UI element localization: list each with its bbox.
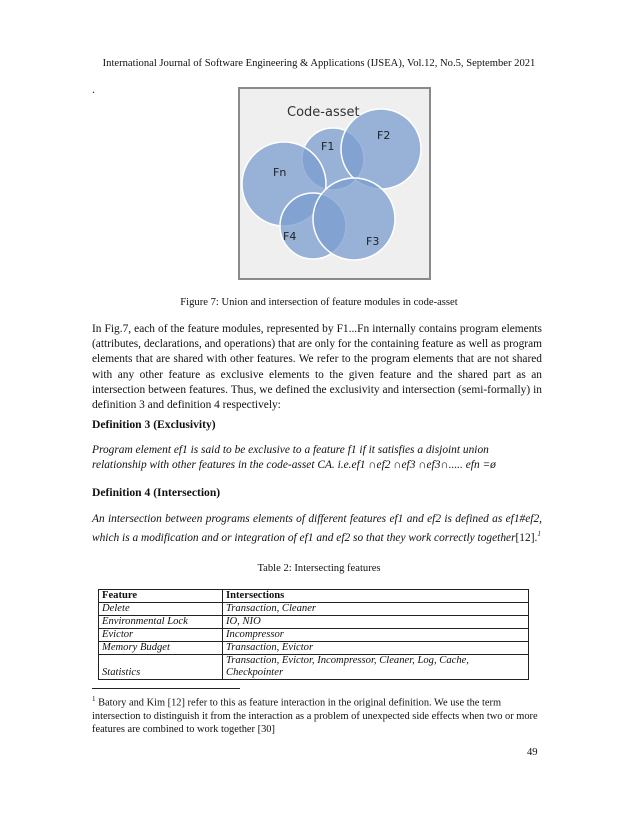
venn-figure — [238, 87, 431, 280]
definition-3-body: Program element ef1 is said to be exclusive to a feature f1 if it satisfies a disjoint union relationship with other features in the code-asset CA. i.e.ef1 ∩ef2 ∩ef3 ∩ef3∩..... efn =ø — [92, 444, 496, 472]
definition-4-citation: [12]. — [515, 532, 538, 545]
table-row — [99, 616, 529, 629]
label-f1: F1 — [321, 140, 335, 153]
figure-caption: Figure 7: Union and intersection of feature modules in code-asset — [180, 297, 458, 308]
journal-header: International Journal of Software Engineering & Applications (IJSEA), Vol.12, No.5, September 2021 — [102, 58, 536, 69]
definition-3-title: Definition 3 (Exclusivity) — [92, 418, 216, 431]
footnote — [92, 693, 544, 737]
table-header-row — [99, 590, 529, 603]
feature-cell: Memory Budget — [99, 642, 223, 655]
label-f2: F2 — [377, 129, 391, 142]
circle-f2 — [341, 109, 421, 189]
label-f4: F4 — [283, 230, 297, 243]
table-row — [99, 629, 529, 642]
feature-cell: Environmental Lock — [99, 616, 223, 629]
intersections-cell: Incompressor — [223, 629, 529, 642]
intersections-table — [98, 589, 529, 680]
venn-title: Code-asset — [287, 105, 360, 120]
circle-f3 — [313, 178, 395, 260]
table-row — [99, 642, 529, 655]
stray-mark: . — [92, 82, 95, 96]
venn-diagram — [240, 89, 429, 278]
feature-cell: Evictor — [99, 629, 223, 642]
footnote-divider — [92, 688, 240, 689]
intersections-cell: Transaction, Cleaner — [223, 603, 529, 616]
table-row — [99, 655, 529, 680]
definition-4-body — [92, 512, 542, 547]
footnote-mark: 1 — [92, 695, 96, 703]
table-caption: Table 2: Intersecting features — [257, 563, 381, 574]
feature-cell: Statistics — [99, 655, 223, 680]
page-number: 49 — [527, 747, 538, 758]
definition-4-text: An intersection between programs elements of different features ef1 and ef2 is defined as ef1#ef2, which is a modification and or integration of ef1 and ef2 so that they work correctly together — [92, 513, 542, 545]
label-fn: Fn — [273, 166, 287, 179]
feature-cell: Delete — [99, 603, 223, 616]
intersections-cell: IO, NIO — [223, 616, 529, 629]
header-feature: Feature — [99, 590, 223, 603]
body-paragraph: In Fig.7, each of the feature modules, represented by F1...Fn internally contains program elements (attributes, declarations, and operations) that are only for the containing feature as well as program elements that are shared with other features. We refer to the program elements that are not shared with any other feature as exclusive elements to the given feature and the shared part as an intersection between features. Thus, we defined the exclusivity and intersection (semi-formally) in definition 3 and definition 4 respectively: — [92, 323, 542, 412]
label-f3: F3 — [366, 235, 380, 248]
intersections-cell: Transaction, Evictor — [223, 642, 529, 655]
header-intersections: Intersections — [223, 590, 529, 603]
footnote-text: Batory and Kim [12] refer to this as feature interaction in the original definition. We use the term intersection to distinguish it from the interaction as a problem of unexpected side effects when two or more features are combined to work together [30] — [92, 697, 538, 736]
footnote-reference: 1 — [537, 530, 541, 539]
definition-4-title: Definition 4 (Intersection) — [92, 486, 221, 499]
table-row — [99, 603, 529, 616]
intersections-cell: Transaction, Evictor, Incompressor, Cleaner, Log, Cache, Checkpointer — [223, 655, 529, 680]
